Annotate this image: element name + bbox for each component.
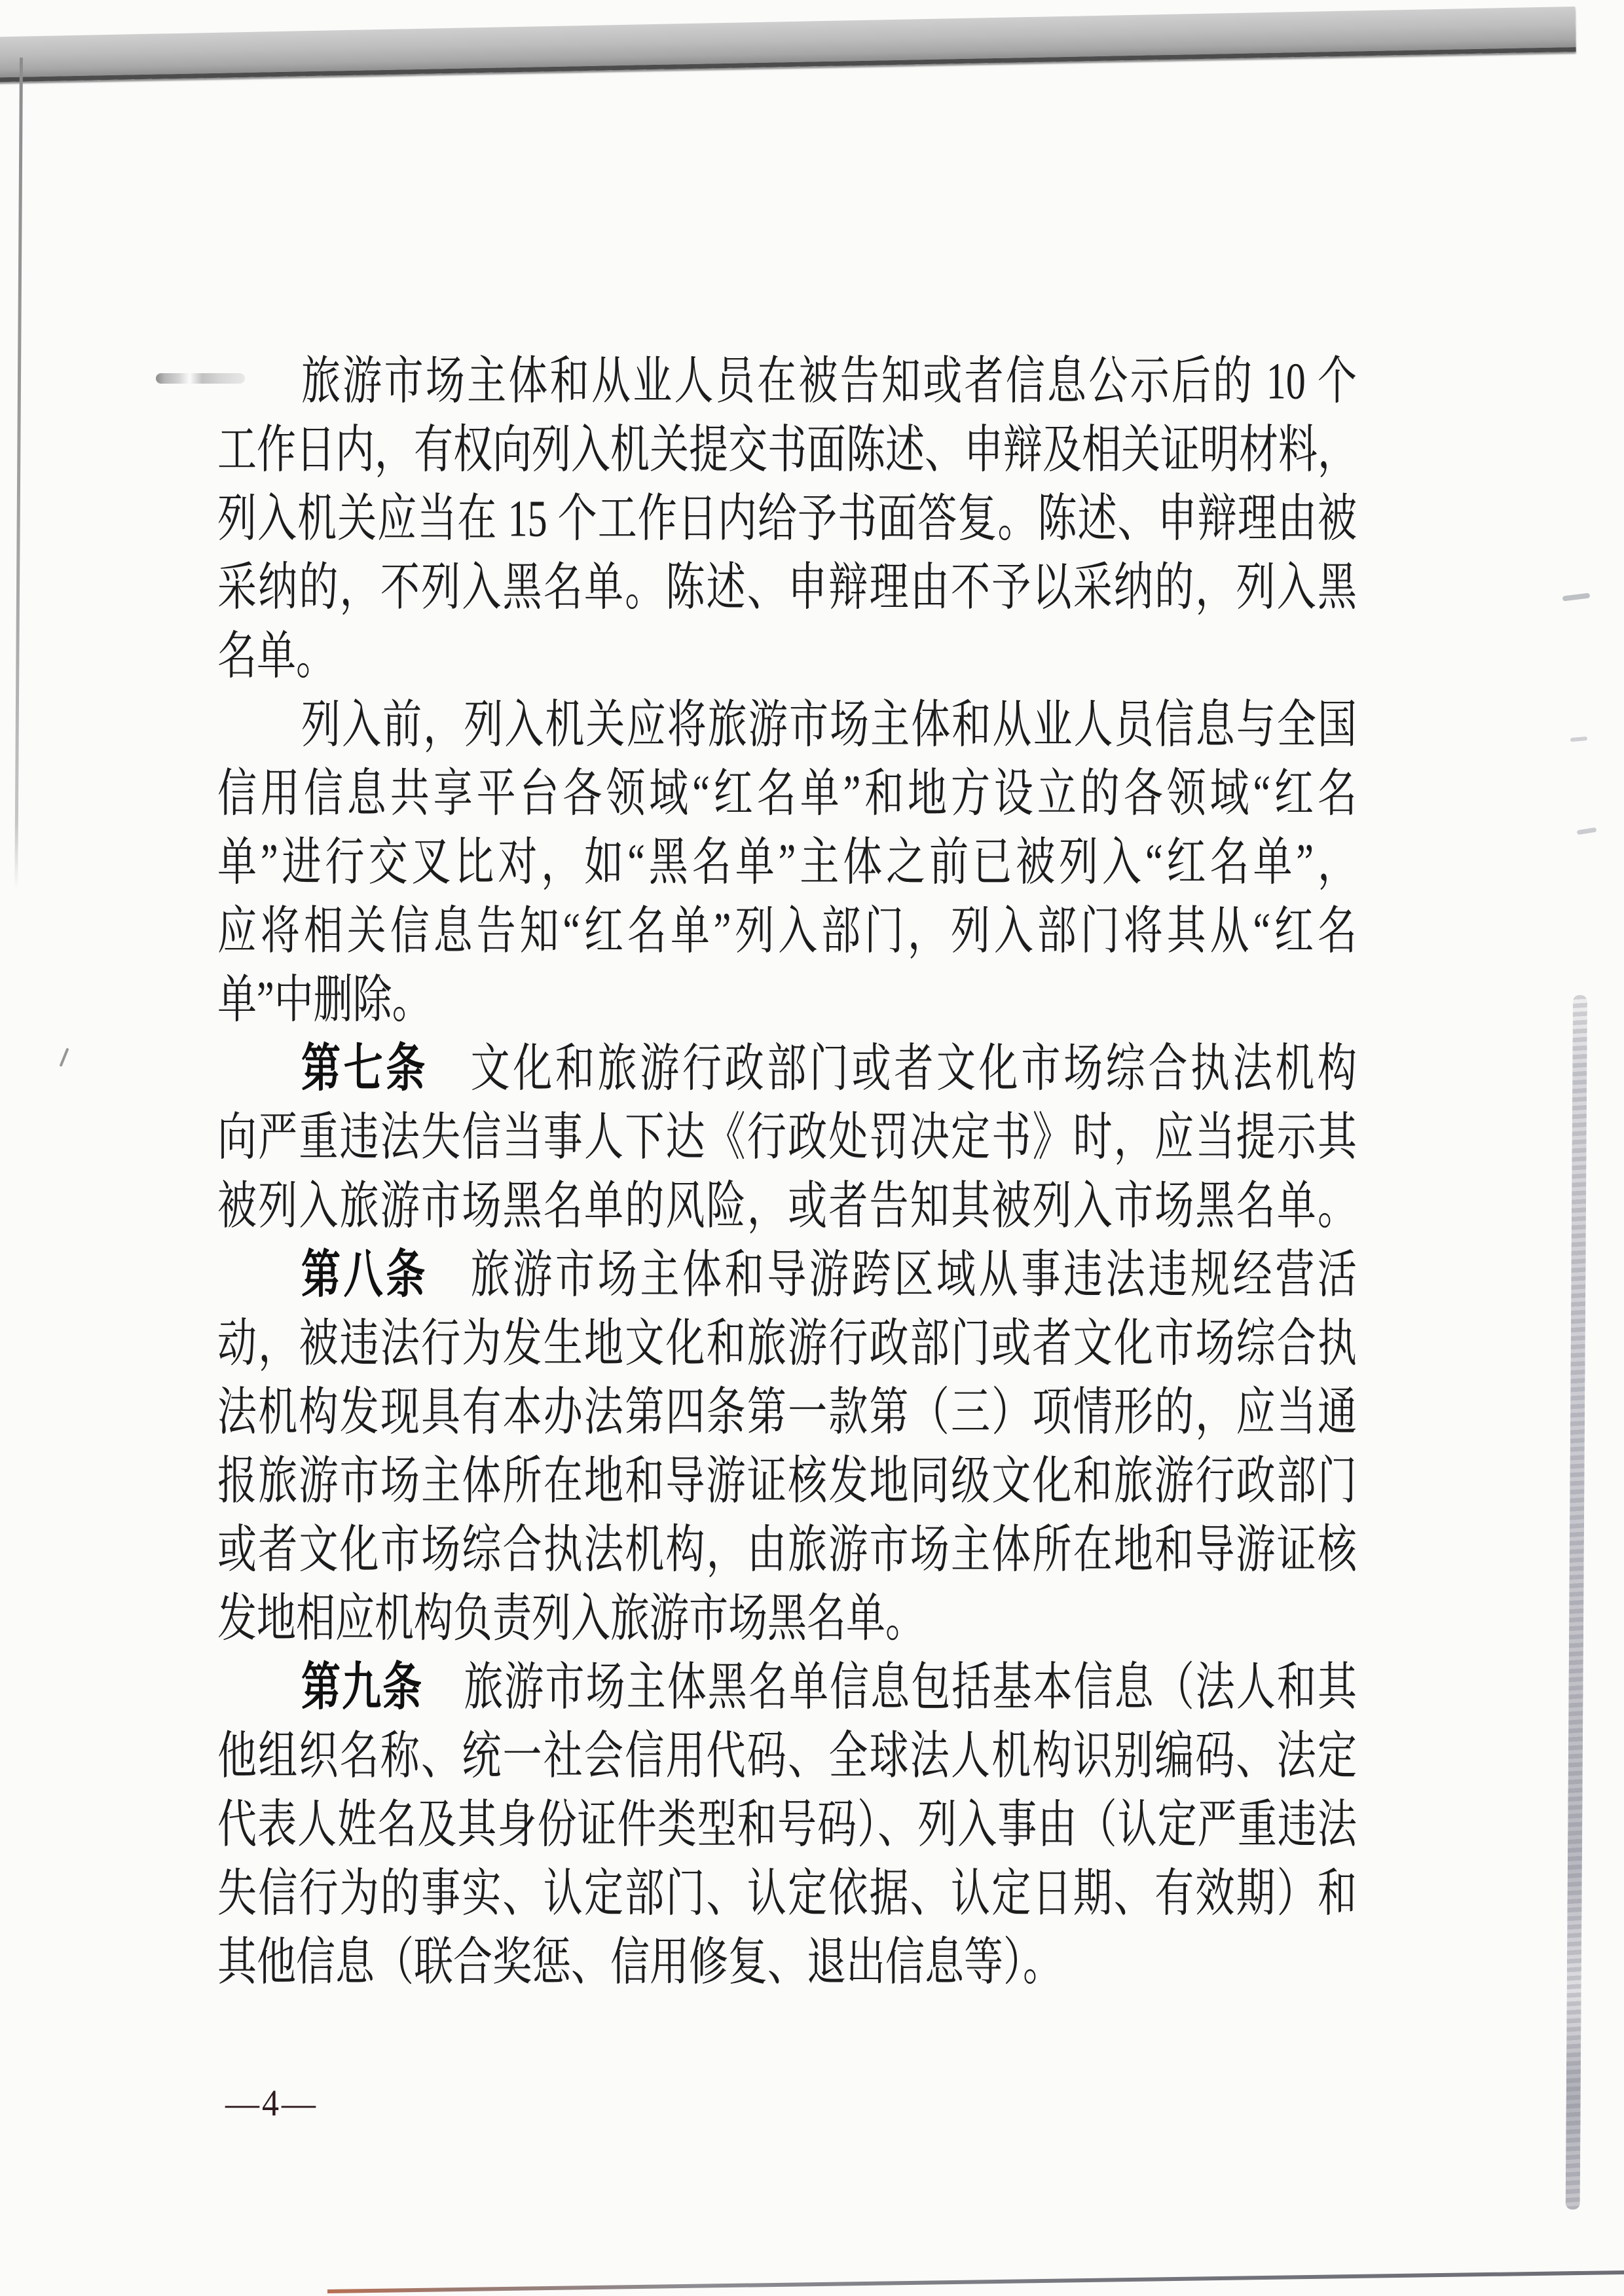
scan-left-line — [14, 58, 23, 889]
text-line-content: 单”进行交叉比对，如“黑名单”主体之前已被列入“红名单”， — [217, 833, 1357, 891]
text-line-content: 名单。 — [217, 627, 335, 685]
article-number: 第九条 — [301, 1658, 424, 1716]
text-line-content: 他组织名称、统一社会信用代码、全球法人机构识别编码、法定 — [217, 1727, 1357, 1785]
text-line-content: 其他信息（联合奖惩、信用修复、退出信息等）。 — [217, 1933, 1062, 1991]
text-line-content: 采纳的，不列入黑名单。陈述、申辩理由不予以采纳的，列入黑 — [217, 558, 1357, 616]
margin-speck — [1577, 828, 1597, 835]
article-number: 第七条 — [301, 1040, 428, 1097]
ink-slash — [60, 1048, 69, 1066]
text-line-content: 工作日内，有权向列入机关提交书面陈述、申辩及相关证明材料， — [217, 421, 1357, 479]
text-line-content: 第八条 旅游市场主体和导游跨区域从事违法违规经营活 — [301, 1246, 1357, 1303]
scan-bottom-line — [327, 2270, 1624, 2293]
scan-right-streak — [1566, 995, 1587, 2210]
text-line-content: 单”中删除。 — [217, 971, 432, 1029]
text-line-content: 法机构发现具有本办法第四条第一款第（三）项情形的，应当通 — [217, 1383, 1357, 1441]
scan-edge-band — [0, 7, 1576, 82]
text-line-content: 向严重违法失信当事人下达《行政处罚决定书》时，应当提示其 — [217, 1108, 1357, 1166]
text-line-content: 被列入旅游市场黑名单的风险，或者告知其被列入市场黑名单。 — [217, 1177, 1357, 1235]
text-line — [217, 1929, 1357, 1998]
text-line-content: 动，被违法行为发生地文化和旅游行政部门或者文化市场综合执 — [217, 1315, 1357, 1372]
text-line-content: 发地相应机构负责列入旅游市场黑名单。 — [217, 1590, 925, 1647]
text-line-content: 第九条 旅游市场主体黑名单信息包括基本信息（法人和其 — [301, 1658, 1357, 1716]
text-line-content: 或者文化市场综合执法机构，由旅游市场主体所在地和导游证核 — [217, 1521, 1357, 1578]
text-line-content: 应将相关信息告知“红名单”列入部门，列入部门将其从“红名 — [217, 902, 1357, 960]
article-number: 第八条 — [301, 1246, 428, 1303]
text-line-content: 失信行为的事实、认定部门、认定依据、认定日期、有效期）和 — [217, 1865, 1357, 1922]
text-line-content: 第七条 文化和旅游行政部门或者文化市场综合执法机构 — [301, 1040, 1357, 1097]
text-line-content: 信用信息共享平台各领域“红名单”和地方设立的各领域“红名 — [217, 765, 1357, 822]
text-line-content: 旅游市场主体和从业人员在被告知或者信息公示后的 10 个 — [301, 352, 1357, 410]
page-number: —4— — [225, 2083, 318, 2124]
text-line-content: 报旅游市场主体所在地和导游证核发地同级文化和旅游行政部门 — [217, 1452, 1357, 1510]
text-line-content: 代表人姓名及其身份证件类型和号码）、列入事由（认定严重违法 — [217, 1796, 1357, 1853]
document-body — [217, 348, 1357, 1998]
text-line-content: 列入前，列入机关应将旅游市场主体和从业人员信息与全国 — [301, 696, 1357, 754]
margin-speck — [1570, 737, 1587, 742]
text-line-content: 列入机关应当在 15 个工作日内给予书面答复。陈述、申辩理由被 — [217, 490, 1357, 547]
margin-speck — [1562, 592, 1591, 601]
